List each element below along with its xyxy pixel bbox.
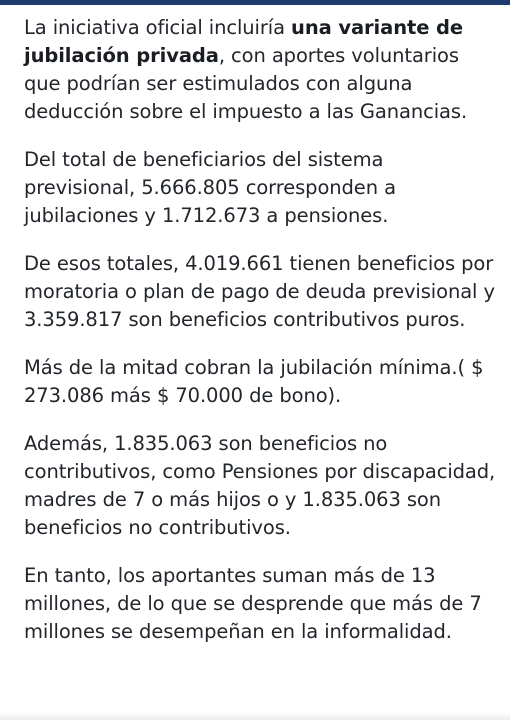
- paragraph-minimum-pension: Más de la mitad cobran la jubilación mínima.( $ 273.086 más $ 70.000 de bono).: [24, 356, 484, 407]
- paragraph-informality: En tanto, los aportantes suman más de 13 millones, de lo que se desprende que más de 7 millones se desempeñan en la informalidad.: [24, 564, 482, 643]
- paragraph-beneficiaries-total: Del total de beneficiarios del sistema previsional, 5.666.805 corresponden a jubilaciones y 1.712.673 a pensiones.: [24, 148, 396, 227]
- header-accent-bar: [0, 0, 510, 5]
- bottom-edge-shadow: [0, 712, 510, 720]
- paragraph-1-text-end: , con aportes voluntarios que podrían ser estimulados con alguna deducción sobre el impuesto a las Ganancias.: [24, 44, 468, 123]
- paragraph-non-contributory: Además, 1.835.063 son beneficios no contributivos, como Pensiones por discapacidad, madres de 7 o más hijos o y 1.835.063 son beneficios no contributivos.: [24, 432, 496, 539]
- paragraph-private-retirement: [24, 14, 496, 126]
- paragraph-moratorium-benefits: De esos totales, 4.019.661 tienen beneficios por moratoria o plan de pago de deuda previsional y 3.359.817 son beneficios contributivos puros.: [24, 252, 495, 331]
- paragraph-1-highlight: una variante de jubilación privada: [24, 16, 463, 67]
- article-body: [24, 14, 496, 666]
- paragraph-1-text-start: La iniciativa oficial incluiría: [24, 16, 292, 39]
